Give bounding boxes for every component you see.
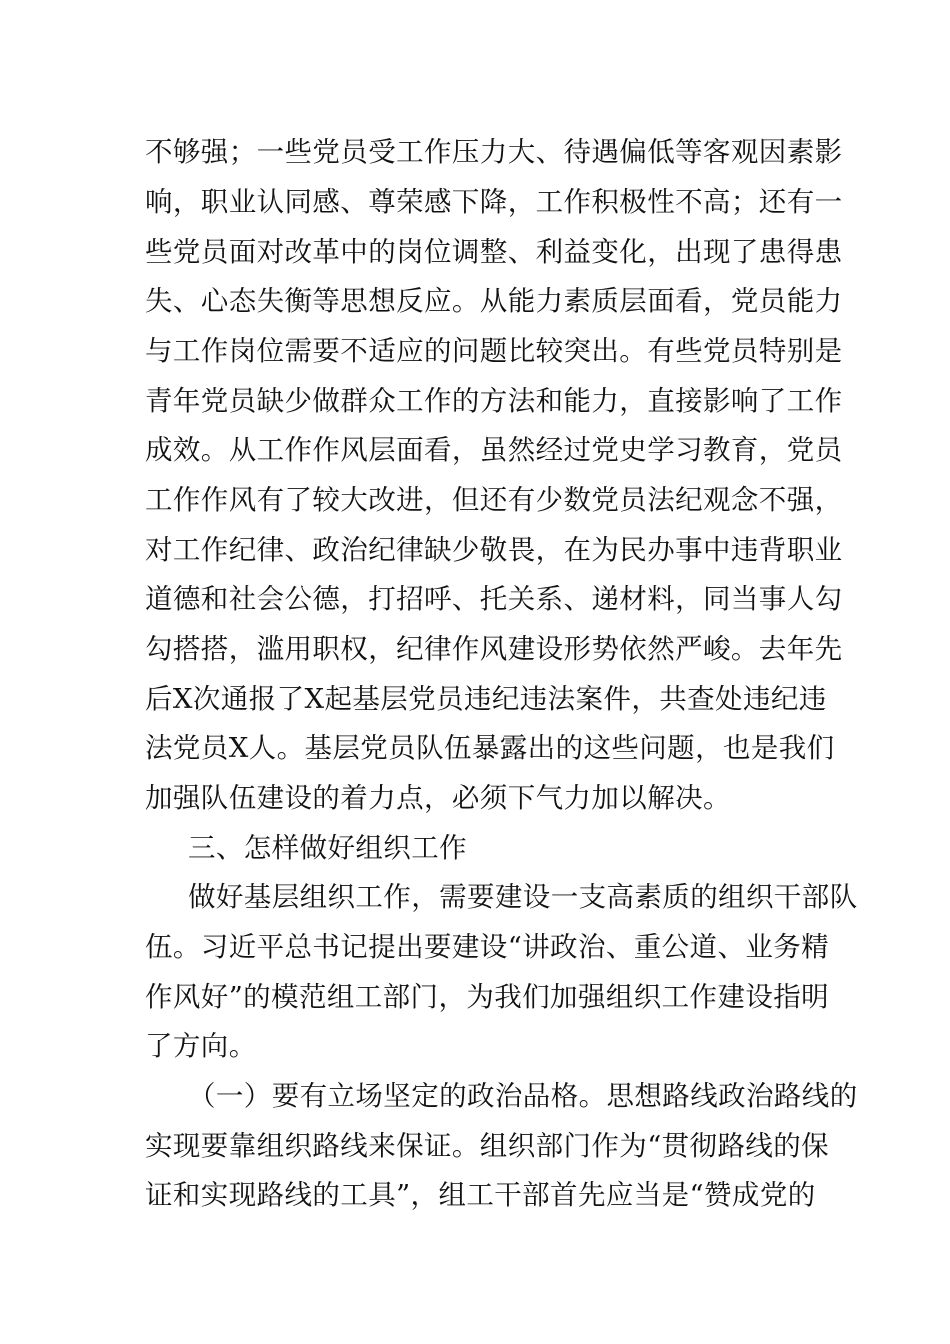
text-line: 成效。从工作作风层面看，虽然经过党史学习教育，党员: [145, 434, 843, 466]
text-line: 后X次通报了X起基层党员违纪违法案件，共查处违纪违: [145, 683, 827, 715]
text-line: 与工作岗位需要不适应的问题比较突出。有些党员特别是: [145, 335, 843, 367]
text-line: 作风好”的模范组工部门，为我们加强组织工作建设指明: [145, 981, 830, 1013]
section-heading: 三、怎样做好组织工作: [188, 832, 467, 864]
text-line: 些党员面对改革中的岗位调整、利益变化，出现了患得患: [145, 236, 843, 268]
text-line: 道德和社会公德，打招呼、托关系、递材料，同当事人勾: [145, 583, 843, 615]
text-line: 勾搭搭，滥用职权，纪律作风建设形势依然严峻。去年先: [145, 633, 843, 665]
text-line: 证和实现路线的工具”，组工干部首先应当是“赞成党的: [145, 1179, 816, 1211]
text-line: 实现要靠组织路线来保证。组织部门作为“贯彻路线的保: [145, 1130, 830, 1162]
subsection-heading: （一）要有立场坚定的政治品格。思想路线政治路线的: [188, 1080, 858, 1112]
text-line: 青年党员缺少做群众工作的方法和能力，直接影响了工作: [145, 385, 843, 417]
text-line: 工作作风有了较大改进，但还有少数党员法纪观念不强，: [145, 484, 843, 516]
text-line: 伍。习近平总书记提出要建设“讲政治、重公道、业务精: [145, 931, 830, 963]
text-line: 做好基层组织工作，需要建设一支高素质的组织干部队: [188, 881, 858, 913]
text-line: 失、心态失衡等思想反应。从能力素质层面看，党员能力: [145, 285, 843, 317]
text-line: 对工作纪律、政治纪律缺少敬畏，在为民办事中违背职业: [145, 534, 843, 566]
text-line: 了方向。: [145, 1030, 257, 1062]
text-line: 响，职业认同感、尊荣感下降，工作积极性不高；还有一: [145, 186, 843, 218]
text-line: 不够强；一些党员受工作压力大、待遇偏低等客观因素影: [145, 136, 843, 168]
text-line: 加强队伍建设的着力点，必须下气力加以解决。: [145, 782, 731, 814]
text-line: 法党员X人。基层党员队伍暴露出的这些问题，也是我们: [145, 732, 835, 764]
